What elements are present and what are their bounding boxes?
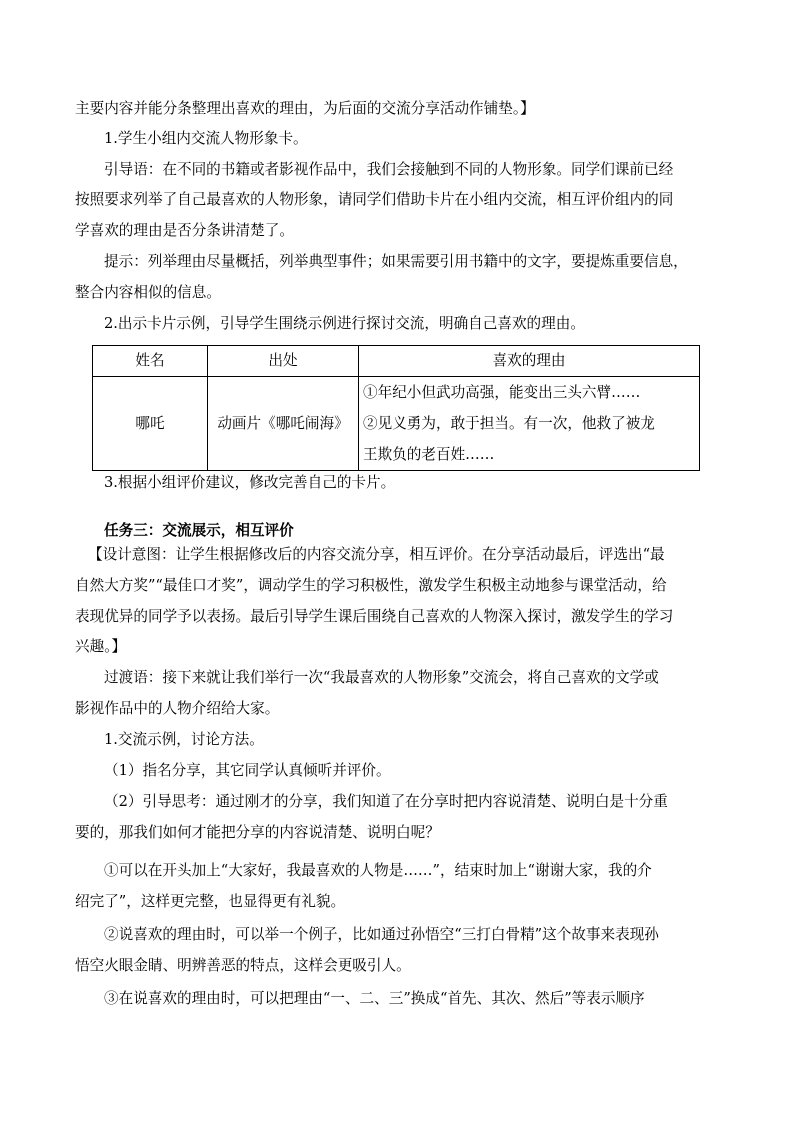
transition-line-2: 影视作品中的人物介绍给大家。 xyxy=(75,700,280,717)
hint-paragraph-line-1: 提示：列举理由尽量概括，列举典型事件；如果需要引用书籍中的文字，要提炼重要信息， xyxy=(104,253,688,270)
sub-step-2-line-2: 要的，那我们如何才能把分享的内容说清楚、说明白呢？ xyxy=(75,824,440,841)
header-reason: 喜欢的理由 xyxy=(359,346,700,377)
reason-line-1: ①年纪小但武功高强，能变出三头六臂…… xyxy=(363,384,641,401)
cell-name: 哪吒 xyxy=(93,377,208,471)
design-intent-line-3: 表现优异的同学予以表扬。最后引导学生课后围绕自己喜欢的人物深入探讨，激发学生的学习 xyxy=(75,608,674,625)
design-intent-tail: 主要内容并能分条整理出喜欢的理由，为后面的交流分享活动作铺垫。】 xyxy=(75,100,535,117)
step-1-heading: 1.学生小组内交流人物形象卡。 xyxy=(104,130,308,147)
design-intent-line-2: 自然大方奖”“最佳口才奖”，调动学生的学习积极性，激发学生积极主动地参与课堂活动，给 xyxy=(75,577,667,594)
character-card-table xyxy=(92,345,700,471)
reason-line-2: ②见义勇为，敢于担当。有一次，他救了被龙 xyxy=(363,415,655,432)
step-2-heading: 2.出示卡片示例，引导学生围绕示例进行探讨交流，明确自己喜欢的理由。 xyxy=(104,315,585,332)
header-source: 出处 xyxy=(208,346,359,377)
design-intent-line-1: 【设计意图：让学生根据修改后的内容交流分享，相互评价。在分享活动最后，评选出“最 xyxy=(88,546,665,563)
transition-line-1: 过渡语：接下来就让我们举行一次“我最喜欢的人物形象”交流会，将自己喜欢的文学或 xyxy=(104,669,659,686)
guide-paragraph-line-1: 引导语：在不同的书籍或者影视作品中，我们会接触到不同的人物形象。同学们课前已经 xyxy=(104,161,674,178)
example-step-heading: 1.交流示例，讨论方法。 xyxy=(104,731,264,748)
reason-line-3: 王欺负的老百姓…… xyxy=(363,446,495,463)
hint-paragraph-line-2: 整合内容相似的信息。 xyxy=(75,284,221,301)
sub-step-2-line-1: （2）引导思考：通过刚才的分享，我们知道了在分享时把内容说清楚、说明白是十分重 xyxy=(104,793,668,810)
tip-2-line-1: ②说喜欢的理由时，可以举一个例子，比如通过孙悟空“三打白骨精”这个故事来表现孙 xyxy=(104,926,659,943)
step-3-heading: 3.根据小组评价建议，修改完善自己的卡片。 xyxy=(104,474,396,491)
cell-source: 动画片《哪吒闹海》 xyxy=(208,377,359,471)
design-intent-line-4: 兴趣。】 xyxy=(75,638,127,655)
tip-1-line-1: ①可以在开头加上“大家好，我最喜欢的人物是……”，结束时加上“谢谢大家，我的介 xyxy=(104,862,652,879)
guide-paragraph-line-3: 学喜欢的理由是否分条讲清楚了。 xyxy=(75,222,294,239)
guide-paragraph-line-2: 按照要求列举了自己最喜欢的人物形象，请同学们借助卡片在小组内交流，相互评价组内的同 xyxy=(75,191,674,208)
table-header-row xyxy=(93,346,700,377)
sub-step-1: （1）指名分享，其它同学认真倾听并评价。 xyxy=(104,762,391,779)
table-row xyxy=(93,377,700,471)
header-name: 姓名 xyxy=(93,346,208,377)
tip-1-line-2: 绍完了”，这样更完整，也显得更有礼貌。 xyxy=(75,893,346,910)
cell-reason xyxy=(359,377,700,471)
task-3-title: 任务三：交流展示，相互评价 xyxy=(104,522,294,539)
tip-2-line-2: 悟空火眼金睛、明辨善恶的特点，这样会更吸引人。 xyxy=(75,957,411,974)
tip-3-line-1: ③在说喜欢的理由时，可以把理由“一、二、三”换成“首先、其次、然后”等表示顺序 xyxy=(104,990,645,1007)
